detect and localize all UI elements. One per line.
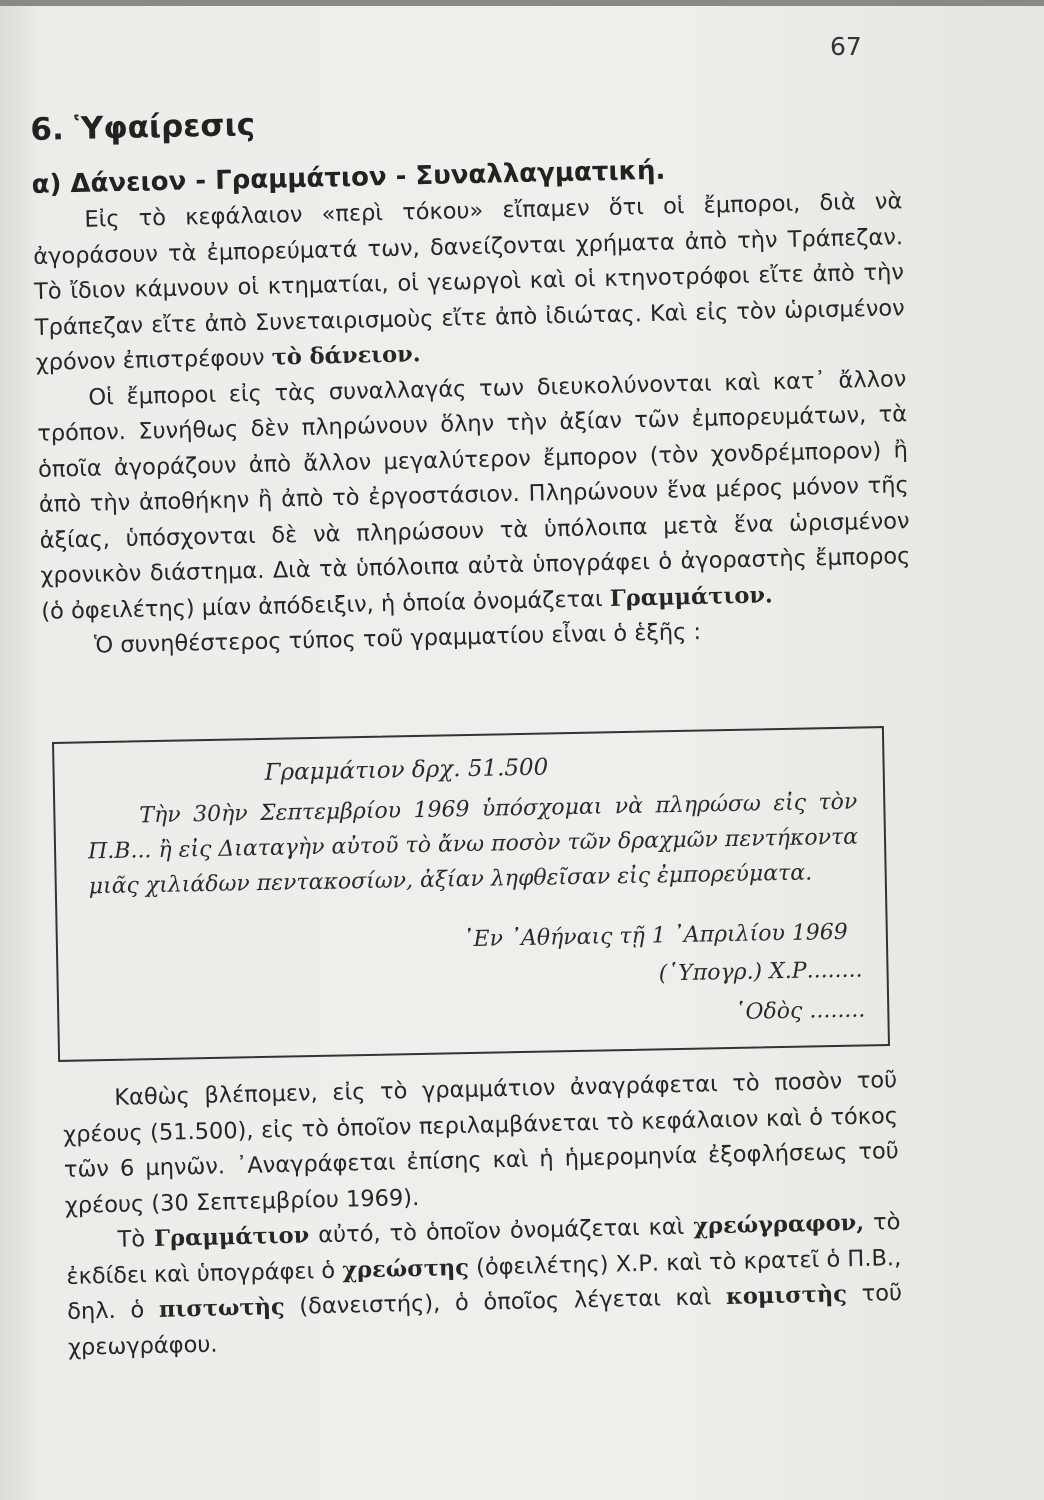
paragraph-loan	[32, 184, 906, 381]
note-place-date: ᾽Εν ᾽Αθήναις τῇ 1 ᾽Απριλίου 1969	[462, 919, 849, 953]
note-address: ῾Οδὸς ........	[734, 997, 866, 1025]
note-body: Τὴν 30ὴν Σεπτεμβρίου 1969 ὑπόσχομαι νὰ πληρώσω εἰς τὸν Π.Β... ἢ εἰς Διαταγὴν αὐτοῦ τὸ ἄνω ποσὸν τῶν δραχμῶν πεντήκοντα μιᾶς χιλιάδων πεντακοσίων, ἀξίαν ληφθεῖσαν εἰς ἐμπορεύματα.	[87, 789, 859, 900]
note-signature: (῾Υπογρ.) Χ.Ρ........	[658, 957, 863, 987]
subsection-title: α) Δάνειον - Γραμμάτιον - Συναλλαγματική.	[31, 155, 666, 200]
text-part: τὸ ἐκδίδει καὶ ὑπογράφει ὁ	[66, 1209, 901, 1290]
section-title: 6. Ὑφαίρεσις	[30, 106, 256, 148]
text-part: (ὀφειλέτης) Χ.Ρ. καὶ τὸ κρατεῖ ὁ Π.Β., δηλ. ὁ	[66, 1244, 902, 1325]
page-number: 67	[830, 32, 862, 61]
bold-term: τὸ δάνειον.	[271, 341, 421, 371]
bold-term: πιστωτὴς	[158, 1294, 285, 1323]
paragraph-merchants	[36, 362, 911, 630]
closing-text-block	[62, 1063, 903, 1366]
text-part: Τὸ	[117, 1225, 155, 1253]
bold-term: Γραμμάτιον.	[609, 581, 774, 612]
text-part: (δανειστής), ὁ ὁποῖος λέγεται καὶ	[284, 1283, 727, 1321]
paragraph-bond-definition	[65, 1205, 903, 1366]
promissory-note-box	[52, 726, 890, 1062]
bold-term: χρεώγραφον,	[692, 1209, 865, 1240]
bold-term: κομιστὴς	[725, 1281, 848, 1310]
paragraph-as-we-see: Καθὼς βλέπομεν, εἰς τὸ γραμμάτιον ἀναγράφεται τὸ ποσὸν τοῦ χρέους (51.500), εἰς τὸ ὁποῖον περιλαμβάνεται τὸ κεφάλαιον καὶ ὁ τόκος τῶν 6 μηνῶν. ᾽Αναγράφεται ἐπίσης καὶ ἡ ἡμερομηνία ἐξοφλήσεως τοῦ χρέους (30 Σεπτεμβρίου 1969).	[62, 1067, 900, 1219]
paragraph-text: Εἰς τὸ κεφάλαιον «περὶ τόκου» εἴπαμεν ὅτι οἱ ἔμποροι, διὰ νὰ ἀγοράσουν τὰ ἐμπορεύματά των, δανείζονται χρήματα ἀπὸ τὴν Τράπεζαν. Τὸ ἴδιον κάμνουν οἱ κτηματίαι, οἱ γεωργοὶ καὶ οἱ κτηνοτρόφοι εἴτε ἀπὸ τὴν Τράπεζαν εἴτε ἀπὸ Συνεταιρισμοὺς εἴτε ἀπὸ ἰδιώτας. Καὶ εἰς τὸν ὡρισμένον χρόνον ἐπιστρέφουν	[32, 188, 905, 376]
paragraph-text: Ὁ συνηθέστερος τύπος τοῦ γραμματίου εἶναι ὁ ἑξῆς :	[93, 618, 702, 659]
paragraph-text: Οἱ ἔμποροι εἰς τὰς συναλλαγάς των διευκολύνονται καὶ κατ᾽ ἄλλον τρόπον. Συνήθως δὲν πληρώνουν ὅλην τὴν ἀξίαν τῶν ἐμπορευμάτων, τὰ ὁποῖα ἀγοράζουν ἀπὸ ἄλλον μεγαλύτερον ἔμπορον (τὸν χονδρέμπορον) ἢ ἀπὸ τὴν ἀποθήκην ἢ ἀπὸ τὸ ἐργοστάσιον. Πληρώνουν ἕνα μέρος μόνον τῆς ἀξίας, ὑπόσχονται δὲ νὰ πληρώσουν τὰ ὑπόλοιπα μετὰ ἕνα ὡρισμένον χρονικὸν διάστημα. Διὰ τὰ ὑπόλοιπα αὐτὰ ὑπογράφει ὁ ἀγοραστὴς ἔμπορος (ὁ ὀφειλέτης) μίαν ἀπόδειξιν, ἡ ὁποία ὀνομάζεται	[37, 365, 911, 625]
main-text-block	[30, 92, 912, 665]
text-part: αὐτό, τὸ ὁποῖον ὀνομάζεται καὶ	[308, 1213, 694, 1249]
text-part: τοῦ χρεωγράφου.	[67, 1280, 903, 1361]
bold-term: χρεώστης	[342, 1254, 470, 1284]
page-top-edge	[0, 0, 1044, 6]
note-title: Γραμμάτιον δρχ. 51.500	[264, 754, 549, 786]
bold-term: Γραμμάτιον	[153, 1222, 310, 1252]
